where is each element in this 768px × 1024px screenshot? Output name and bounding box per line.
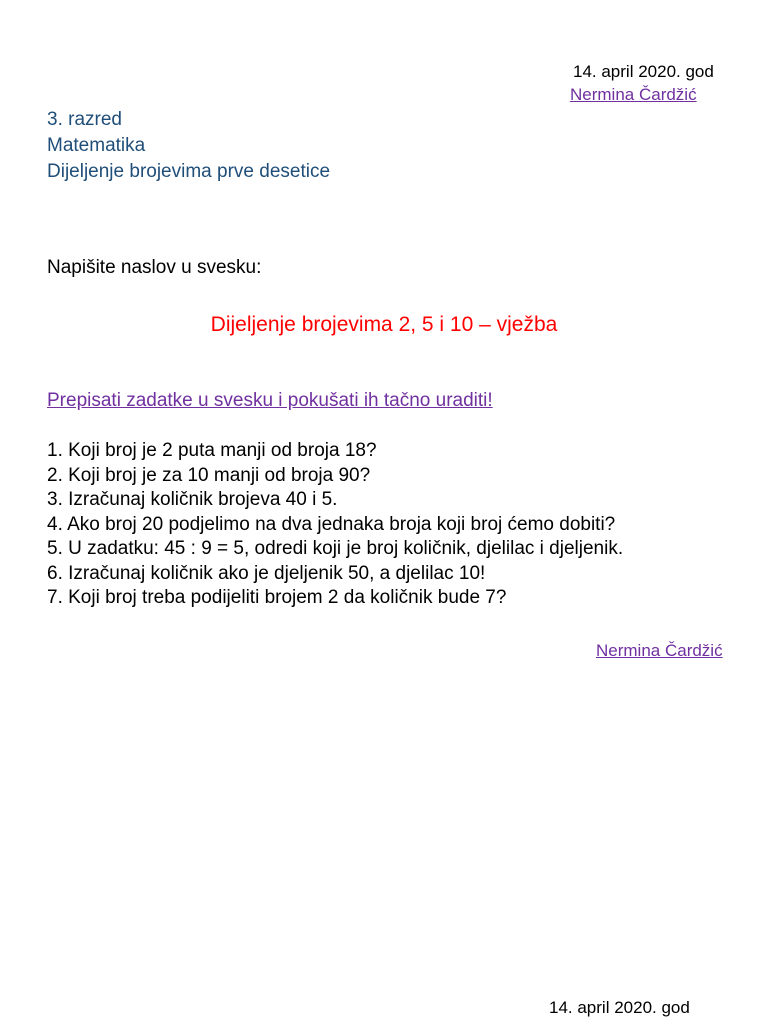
task-item: 4. Ako broj 20 podjelimo na dva jednaka broja koji broj ćemo dobiti? — [47, 513, 616, 535]
task-item: 5. U zadatku: 45 : 9 = 5, odredi koji je broj količnik, djelilac i djeljenik. — [47, 538, 624, 559]
task-item: 6. Izračunaj količnik ako je djeljenik 50, a djelilac 10! — [47, 562, 486, 584]
grade-label: 3. razred — [47, 109, 122, 130]
task-note-link[interactable]: Prepisati zadatke u svesku i pokušati ih tačno uraditi! — [47, 390, 493, 411]
subject-label: Matematika — [47, 135, 146, 156]
task-item: 7. Koji broj treba podijeliti brojem 2 da količnik bude 7? — [47, 587, 507, 608]
lesson-meta — [47, 107, 330, 185]
lesson-title: Dijeljenje brojevima 2, 5 i 10 – vježba — [210, 313, 558, 336]
task-item: 2. Koji broj je za 10 manji od broja 90? — [47, 464, 371, 486]
task-item: 3. Izračunaj količnik brojeva 40 i 5. — [47, 489, 338, 510]
header-author-link[interactable]: Nermina Čardžić — [570, 85, 697, 104]
instruction-text: Napišite naslov u svesku: — [47, 257, 262, 278]
task-item: 1. Koji broj je 2 puta manji od broja 18? — [47, 440, 377, 461]
topic-label: Dijeljenje brojevima prve desetice — [47, 161, 331, 182]
footer-date: 14. april 2020. god — [549, 998, 690, 1017]
task-list — [47, 439, 623, 611]
header-date: 14. april 2020. god — [573, 62, 714, 81]
footer-author-link[interactable]: Nermina Čardžić — [596, 641, 723, 660]
